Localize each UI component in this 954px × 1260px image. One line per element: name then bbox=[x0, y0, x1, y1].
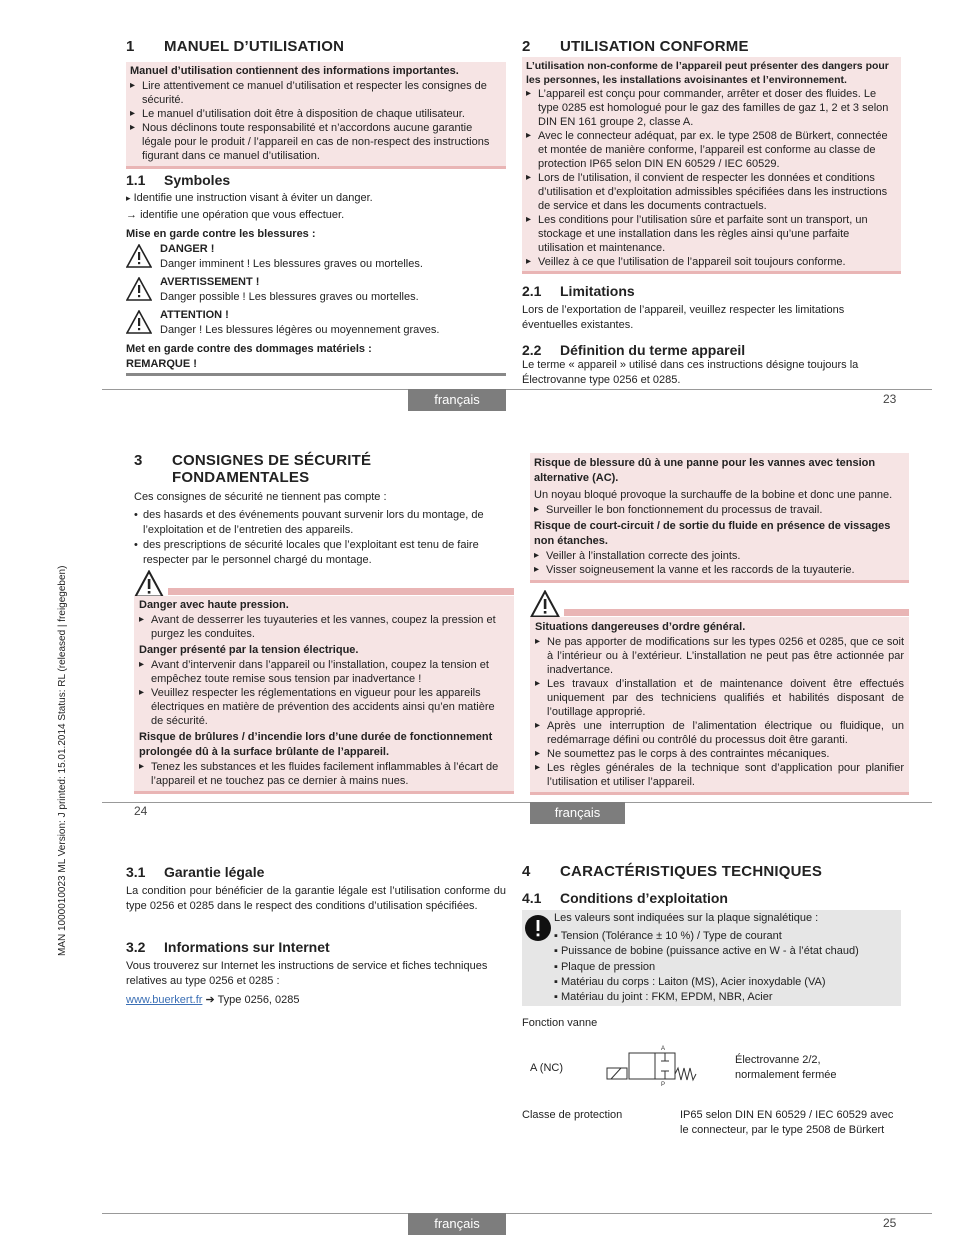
list-item: ▸ Surveiller le bon fonctionnement du processus de travail. bbox=[534, 503, 905, 517]
page-rule bbox=[102, 389, 932, 390]
section-1-heading: 1 MANUEL D’UTILISATION bbox=[126, 38, 345, 55]
bullet: ▪ bbox=[554, 975, 561, 988]
list-item: ▸ Les travaux d’installation et de maintenance doivent être effectués uniquement par des techniciens qualifiés et habilités disposant de l’outillage approprié. bbox=[535, 677, 904, 719]
info-box-conforme: L’utilisation non-conforme de l’appareil peut présenter des dangers pour les personnes, les installations avoisinantes et l’environnement. ▸ L’appareil est conçu pour commander, arrêter et doser des fluides. Le type 0285 est homologué pour le gaz des familles de gaz 1, 2 et 3 selon DIN EN 161 groupe 2, classe A. ▸ Avec le connecteur adéquat, par ex. le type 2508 de Bürkert, connectée et montée de manière conforme, l’appareil est conforme au classe de protection IP65 selon DIN EN 60529 / IEC 60529. ▸ Lors de l’utilisation, il convient de respecter les données et conditions d’utilisation et d’exploitation admissibles spécifiées dans les instructions de service et dans les documents contractuels. ▸ Les conditions pour l’utilisation sûre et parfaite sont un transport, un stockage et une installation dans les règles ainsi qu’une parfaite utilisation et maintenance. ▸ Veillez à ce que l’utilisation de l’appareil soit toujours conforme. bbox=[522, 57, 901, 274]
list-item: ▸ Tenez les substances et les fluides facilement inflammables à l’écart de l’appareil et ne touchez pas ce dernier à mains nues. bbox=[139, 760, 509, 788]
section-1-1-heading: 1.1 Symboles bbox=[126, 172, 231, 188]
warning-triangle-icon bbox=[126, 310, 152, 334]
list-item: ▸ Veiller à l’installation correcte des joints. bbox=[534, 549, 905, 563]
a-nc-label: A (NC) bbox=[530, 1062, 563, 1074]
warning-triangle-icon bbox=[530, 590, 560, 618]
warning-triangle-icon bbox=[134, 570, 164, 598]
list-item: ▸ Avec le connecteur adéquat, par ex. le type 2508 de Bürkert, connectée et montée de manière conforme, l’appareil est conforme au classe de protection IP65 selon DIN EN 60529 / IEC 60529. bbox=[526, 129, 897, 171]
internet-link-row: www.buerkert.fr ➔ Type 0256, 0285 bbox=[126, 994, 300, 1006]
fonction-description: Électrovanne 2/2, normalement fermée bbox=[735, 1054, 837, 1081]
avertissement-row: AVERTISSEMENT ! Danger possible ! Les blessures graves ou mortelles. bbox=[126, 275, 506, 305]
section-4-heading: 4 CARACTÉRISTIQUES TECHNIQUES bbox=[522, 863, 823, 880]
section-2-1-heading: 2.1 Limitations bbox=[522, 283, 635, 299]
list-item: ▸ Avant d’intervenir dans l’appareil ou l’installation, coupez la tension et empêchez toute remise sous tension par inadvertance ! bbox=[139, 658, 509, 686]
bullet: ▪ bbox=[554, 991, 561, 1004]
list-item: ▸ Veuillez respecter les réglementations en vigueur pour les appareils électriques en matière de prévention des accidents ainsi qu’en matière de sécurité. bbox=[139, 686, 509, 728]
warning-triangle-icon bbox=[126, 277, 152, 301]
list-item: ▸ Les conditions pour l’utilisation sûre et parfaite sont un transport, un stockage et une installation dans les règles ainsi qu’une parfaite utilisation et maintenance. bbox=[526, 213, 897, 255]
svg-text:P: P bbox=[661, 1082, 666, 1086]
bullet: ▪ bbox=[554, 945, 561, 958]
page-rule bbox=[102, 1213, 932, 1214]
section-2-2-heading: 2.2 Définition du terme appareil bbox=[522, 342, 746, 358]
list-item: ▸ Lire attentivement ce manuel d’utilisation et respecter les consignes de sécurité. bbox=[130, 79, 502, 107]
side-print-info: MAN 1000010023 ML Version: J printed: 15.01.2014 Status: RL (released | freigegeben) bbox=[57, 565, 68, 956]
svg-text:A: A bbox=[661, 1046, 666, 1052]
section-3-1-heading: 3.1 Garantie légale bbox=[126, 864, 265, 880]
info-box-ac: Risque de blessure dû à une panne pour les vannes avec tension alternative (AC). Un noyau bloqué provoque la surchauffe de la bobine et donc une panne. ▸ Surveiller le bon fonctionnement du processus de travail. Risque de court-circuit / de sortie du fluide en présence de vissages non étanches. ▸ Veiller à l’installation correcte des joints. ▸ Visser soigneusement la vanne et les raccords de la tuyauterie. bbox=[530, 453, 909, 583]
internet-text: Vous trouverez sur Internet les instructions de service et fiches techniques relatives au type 0256 et 0285 : bbox=[126, 960, 488, 987]
valve-symbol-icon bbox=[604, 1044, 704, 1086]
list-item: ▸ Avant de desserrer les tuyauteries et les vannes, coupez la pression et purgez les conduites. bbox=[139, 613, 509, 641]
definition-text: Le terme « appareil » utilisé dans ces instructions désigne toujours la Électrovanne type 0256 et 0285. bbox=[522, 359, 859, 386]
list-item: ▸ Veillez à ce que l’utilisation de l’appareil soit toujours conforme. bbox=[526, 255, 897, 269]
attention-row: ATTENTION ! Danger ! Les blessures légères ou moyennement graves. bbox=[126, 308, 506, 338]
divider bbox=[126, 373, 506, 376]
list-item: ▸ Après une interruption de l’alimentation électrique ou fluidique, un redémarrage défini ou contrôlé du processus doit être garanti. bbox=[535, 719, 904, 747]
language-tab: français bbox=[408, 389, 506, 411]
limitations-text: Lors de l’exportation de l’appareil, veuillez respecter les limitations éventuelles existantes. bbox=[522, 304, 845, 331]
bullet: ▪ bbox=[554, 960, 561, 973]
list-item: ▪ Tension (Tolérance ± 10 %) / Type de courant bbox=[554, 930, 782, 942]
classe-value: IP65 selon DIN EN 60529 / IEC 60529 avec le connecteur, par le type 2508 de Bürkert bbox=[680, 1109, 894, 1136]
material-warning-head: Met en garde contre des dommages matériels : bbox=[126, 343, 372, 355]
section-3-heading: 3 CONSIGNES DE SÉCURITÉ FONDAMENTALES bbox=[134, 452, 372, 486]
page-number: 25 bbox=[883, 1216, 897, 1230]
page-number: 24 bbox=[134, 804, 148, 818]
remarque-label: REMARQUE ! bbox=[126, 358, 197, 370]
buerkert-link[interactable]: www.buerkert.fr bbox=[126, 994, 203, 1006]
warning-bar bbox=[564, 609, 909, 616]
list-item: ▸ Nous déclinons toute responsabilité et n’accordons aucune garantie légale pour le produit / l’appareil en cas de non-respect des instructions figurant dans ce manuel d’utilisation. bbox=[130, 121, 502, 163]
list-item: ▪ Puissance de bobine (puissance active en W - à l’état chaud) bbox=[554, 945, 859, 958]
section-3-2-heading: 3.2 Informations sur Internet bbox=[126, 939, 330, 955]
list-item: • des hasards et des événements pouvant survenir lors du montage, de l’exploitation et de l’entretien des appareils. bbox=[134, 508, 514, 538]
info-box-manual: Manuel d’utilisation contiennent des informations importantes. ▸ Lire attentivement ce manuel d’utilisation et respecter les consignes de sécurité. ▸ Le manuel d’utilisation doit être à disposition de chaque utilisateur. ▸ Nous déclinons toute responsabilité et n’accordons aucune garantie légale pour le produit / l’appareil en cas de non-respect des instructions figurant dans ce manuel d’utilisation. bbox=[126, 62, 506, 169]
section-2-heading: 2 UTILISATION CONFORME bbox=[522, 38, 749, 55]
symbols-block: ▸ Identifie une instruction visant à éviter un danger. → identifie une opération que vous effectuer. Mise en garde contre les blessures : bbox=[126, 192, 373, 240]
list-item: ▸ Ne soumettez pas le corps à des contraintes mécaniques. bbox=[535, 747, 904, 761]
language-tab: français bbox=[530, 802, 625, 824]
language-tab: français bbox=[408, 1213, 506, 1235]
list-item: ▸ Lors de l’utilisation, il convient de respecter les données et conditions d’utilisation et d’exploitation admissibles spécifiées dans les instructions de service et dans les documents contractuels. bbox=[526, 171, 897, 213]
manual-list bbox=[130, 79, 502, 163]
warning-triangle-icon bbox=[126, 244, 152, 268]
list-item: ▪ Plaque de pression bbox=[554, 960, 656, 973]
warning-levels bbox=[126, 242, 506, 372]
warning-bar bbox=[168, 588, 514, 595]
page-number: 23 bbox=[883, 392, 897, 406]
list-item: ▸ Les règles générales de la technique sont d’application pour planifier l’utilisation et utiliser l’appareil. bbox=[535, 761, 904, 789]
list-item: ▸ Ne pas apporter de modifications sur les types 0256 et 0285, que ce soit à l’intérieur ou à l’extérieur. L’installation ne peut pas être actionnée par inadvertance. bbox=[535, 635, 904, 677]
note-box: Les valeurs sont indiquées sur la plaque signalétique : ▪ Tension (Tolérance ± 10 %) / Type de courant ▪ Puissance de bobine (puissance active en W - à l’état chaud) ▪ Plaque de pression ▪ Matériau du corps : Laiton (MS), Acier inoxydable (VA) ▪ Matériau du joint : FKM, EPDM, NBR, Acier bbox=[522, 910, 901, 1006]
garantie-text: La condition pour bénéficier de la garantie légale est l’utilisation conforme du type 0256 et 0285 dans le respect des conditions d’utilisation spécifiées. bbox=[126, 885, 506, 912]
list-item: • des prescriptions de sécurité locales que l’exploitant est tenu de faire respecter par le personnel chargé du montage. bbox=[134, 538, 514, 568]
arrow-icon: ➔ bbox=[205, 994, 215, 1006]
list-item: ▪ Matériau du corps : Laiton (MS), Acier inoxydable (VA) bbox=[554, 975, 826, 988]
warning-box-1-content: Danger avec haute pression. ▸ Avant de desserrer les tuyauteries et les vannes, coupez la pression et purgez les conduites. Danger présenté par la tension électrique. ▸ Avant d’intervenir dans l’appareil ou l’installation, coupez la tension et empêchez toute remise sous tension par inadvertance ! ▸ Veuillez respecter les réglementations en vigueur pour les appareils électriques en matière de prévention des accidents ainsi qu’en matière de sécurité. Risque de brûlures / d’incendie lors d’une durée de fonctionnement prolongée dû à la surface brûlante de l’appareil. ▸ Tenez les substances et les fluides facilement inflammables à l’écart de l’appareil et ne touchez pas ce dernier à mains nues. bbox=[134, 596, 514, 794]
exclamation-circle-icon bbox=[524, 914, 552, 942]
warning-box-3-content: Situations dangereuses d’ordre général. ▸ Ne pas apporter de modifications sur les types 0256 et 0285, que ce soit à l’intérieur ou à l’extérieur. L’installation ne peut pas être actionnée par inadvertance. ▸ Les travaux d’installation et de maintenance doivent être effectués uniquement par des techniciens qualifiés et habilités disposant de l’outillage approprié. ▸ Après une interruption de l’alimentation électrique ou fluidique, un redémarrage défini ou contrôlé du processus doit être garanti. ▸ Ne soumettez pas le corps à des contraintes mécaniques. ▸ Les règles générales de la technique sont d’application pour planifier l’utilisation et utiliser l’appareil. bbox=[530, 617, 909, 795]
danger-row: DANGER ! Danger imminent ! Les blessures graves ou mortelles. bbox=[126, 242, 506, 272]
list-item: ▸ L’appareil est conçu pour commander, arrêter et doser des fluides. Le type 0285 est homologué pour le gaz des familles de gaz 1, 2 et 3 selon DIN EN 161 groupe 2, classe A. bbox=[526, 87, 897, 129]
section-3-intro: Ces consignes de sécurité ne tiennent pas compte : • des hasards et des événements pouvant survenir lors du montage, de l’exploitation et de l’entretien des appareils. • des prescriptions de sécurité locales que l’exploitant est tenu de faire respecter par le personnel chargé du montage. bbox=[134, 490, 514, 568]
list-item: ▪ Matériau du joint : FKM, EPDM, NBR, Acier bbox=[554, 991, 773, 1004]
list-item: ▸ Visser soigneusement la vanne et les raccords de la tuyauterie. bbox=[534, 563, 905, 577]
page-rule bbox=[102, 802, 932, 803]
fonction-label: Fonction vanne bbox=[522, 1017, 598, 1029]
bullet: ▪ bbox=[554, 930, 561, 942]
warning-box-3 bbox=[530, 590, 560, 618]
list-item: ▸ Le manuel d’utilisation doit être à disposition de chaque utilisateur. bbox=[130, 107, 502, 121]
conforme-list bbox=[526, 87, 897, 269]
classe-label: Classe de protection bbox=[522, 1109, 623, 1121]
section-4-1-heading: 4.1 Conditions d’exploitation bbox=[522, 890, 728, 906]
section-3-points bbox=[134, 508, 514, 568]
